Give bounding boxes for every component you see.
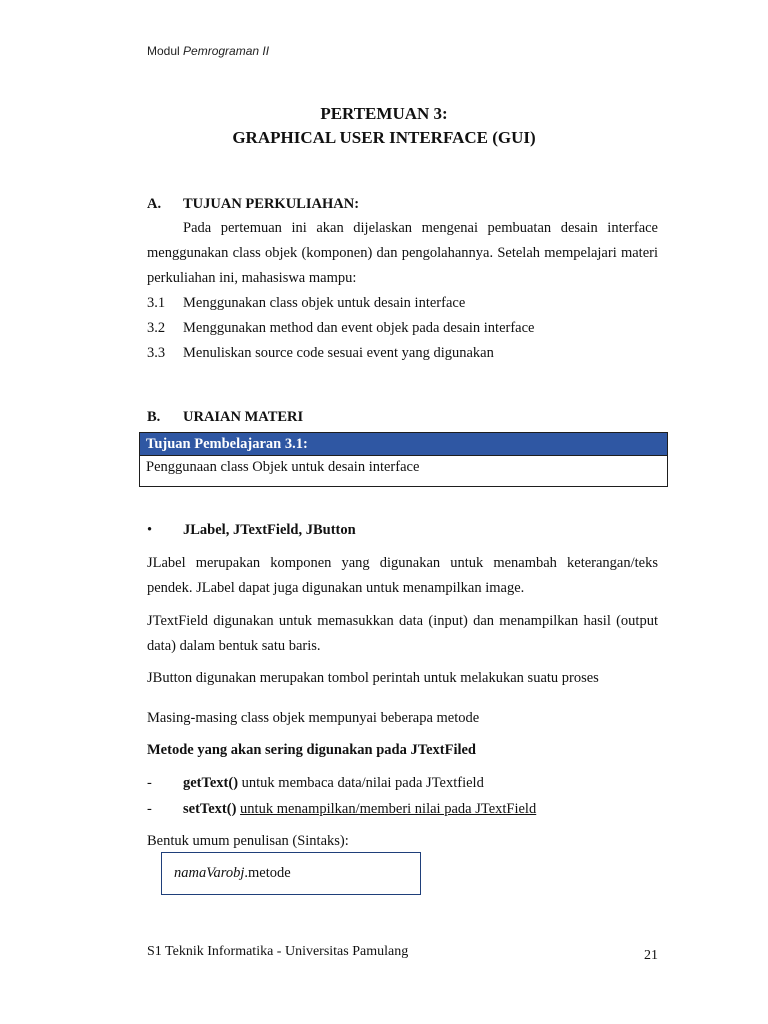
paragraph-jbutton: JButton digunakan merupakan tombol perintah untuk melakukan suatu proses bbox=[147, 670, 599, 686]
header-module-name: Pemrograman II bbox=[183, 44, 270, 58]
method-name: getText() bbox=[183, 775, 239, 791]
syntax-method: .metode bbox=[244, 865, 291, 881]
footer-text: S1 Teknik Informatika - Universitas Pamulang bbox=[147, 944, 409, 959]
objective-text: Menggunakan method dan event objek pada desain interface bbox=[183, 320, 535, 336]
method-item-gettext bbox=[183, 771, 484, 796]
objective-number: 3.1 bbox=[147, 295, 166, 311]
syntax-code bbox=[174, 865, 291, 882]
learning-objective-title: Tujuan Pembelajaran 3.1: bbox=[140, 433, 667, 456]
method-description: untuk menampilkan/memberi nilai pada JTextField bbox=[240, 801, 537, 817]
section-a-marker: A. bbox=[147, 196, 162, 212]
method-name: setText() bbox=[183, 801, 237, 817]
objective-text: Menuliskan source code sesuai event yang digunakan bbox=[183, 345, 494, 361]
objective-number: 3.2 bbox=[147, 320, 166, 336]
objective-text: Menggunakan class objek untuk desain interface bbox=[183, 295, 466, 311]
topic-heading: JLabel, JTextField, JButton bbox=[183, 522, 356, 538]
syntax-box bbox=[161, 852, 421, 895]
learning-objective-table bbox=[139, 432, 668, 487]
page-number: 21 bbox=[644, 948, 658, 963]
paragraph-methods-intro: Masing-masing class objek mempunyai beberapa metode bbox=[147, 710, 480, 726]
method-dash: - bbox=[147, 775, 152, 791]
section-b-heading: URAIAN MATERI bbox=[183, 409, 304, 425]
methods-subheading: Metode yang akan sering digunakan pada JTextFiled bbox=[147, 742, 476, 758]
running-header bbox=[147, 44, 269, 58]
section-b-marker: B. bbox=[147, 409, 161, 425]
syntax-label: Bentuk umum penulisan (Sintaks): bbox=[147, 833, 349, 849]
bullet-icon: • bbox=[147, 522, 153, 538]
syntax-variable: namaVarobj bbox=[174, 865, 245, 881]
method-description: untuk membaca data/nilai pada JTextfield bbox=[238, 775, 484, 791]
paragraph-jtextfield: JTextField digunakan untuk memasukkan data (input) dan menampilkan hasil (output data) dalam bentuk satu baris. bbox=[147, 613, 658, 654]
section-a-paragraph: Pada pertemuan ini akan dijelaskan mengenai pembuatan desain interface menggunakan class objek (komponen) dan pengolahannya. Setelah mempelajari materi perkuliahan ini, mahasiswa mampu: bbox=[147, 220, 658, 286]
page-title-line2: GRAPHICAL USER INTERFACE (GUI) bbox=[232, 128, 536, 147]
header-prefix: Modul bbox=[147, 44, 184, 58]
objective-number: 3.3 bbox=[147, 345, 166, 361]
page-title-line1: PERTEMUAN 3: bbox=[320, 104, 448, 123]
paragraph-jlabel: JLabel merupakan komponen yang digunakan untuk menambah keterangan/teks pendek. JLabel dapat juga digunakan untuk menampilkan image. bbox=[147, 555, 658, 596]
section-a-heading: TUJUAN PERKULIAHAN: bbox=[183, 196, 360, 212]
method-dash: - bbox=[147, 801, 152, 817]
method-item-settext bbox=[183, 797, 536, 822]
learning-objective-content: Penggunaan class Objek untuk desain interface bbox=[146, 459, 420, 475]
